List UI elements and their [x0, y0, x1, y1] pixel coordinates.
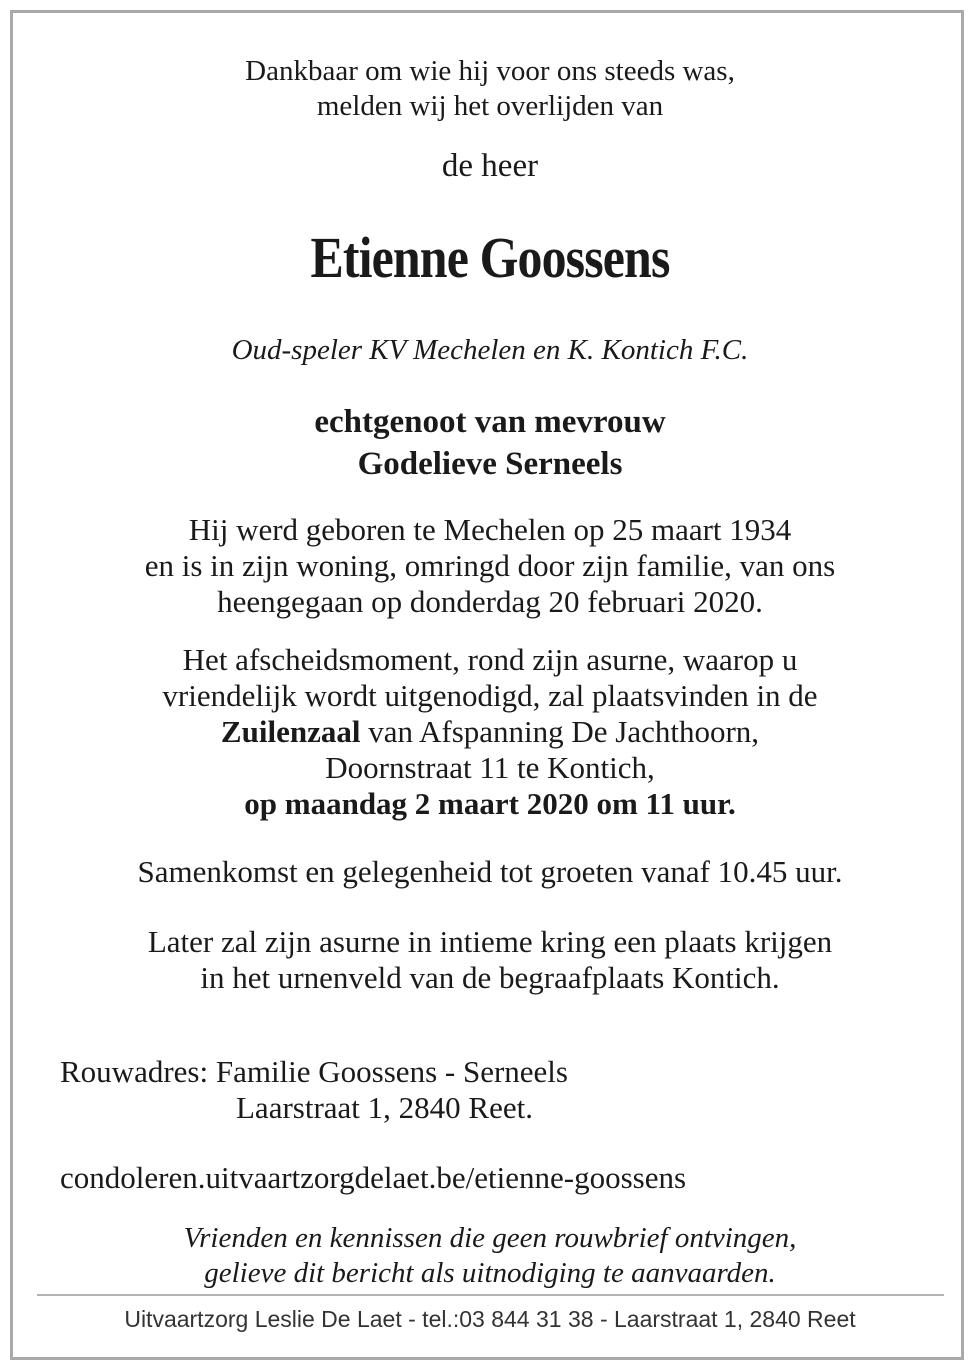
birth-line-2: en is in zijn woning, omringd door zijn familie, van ons: [144, 548, 836, 583]
subtitle: Oud-speler KV Mechelen en K. Kontich F.C.: [231, 334, 749, 366]
condolence-link[interactable]: condoleren.uitvaartzorgdelaet.be/etienne-goossens: [60, 1160, 687, 1195]
birth-line-1: Hij werd geboren te Mechelen op 25 maart 1934: [188, 512, 792, 547]
deceased-name: Etienne Goossens: [310, 225, 670, 290]
mourning-address-line-2: Laarstraat 1, 2840 Reet.: [236, 1090, 533, 1125]
intro-line-1: Dankbaar om wie hij voor ons steeds was,: [245, 55, 735, 87]
ceremony-venue: [0, 714, 980, 750]
spouse-line-1: echtgenoot van mevrouw: [314, 404, 666, 440]
burial-line-1: Later zal zijn asurne in intieme kring een plaats krijgen: [147, 924, 833, 959]
venue-rest: van Afspanning De Jachthoorn,: [360, 714, 760, 749]
birth-line-3: heengegaan op donderdag 20 februari 2020.: [217, 584, 763, 619]
footer-divider: [37, 1294, 944, 1296]
venue-name: Zuilenzaal: [220, 714, 361, 749]
intro-line-2: melden wij het overlijden van: [316, 90, 664, 122]
spouse-line-2: Godelieve Serneels: [357, 446, 623, 482]
ceremony-address: Doornstraat 11 te Kontich,: [325, 750, 655, 785]
ceremony-line-2: vriendelijk wordt uitgenodigd, zal plaatsvinden in de: [162, 678, 818, 713]
notice-line-2: gelieve dit bericht als uitnodiging te aanvaarden.: [204, 1257, 776, 1289]
gathering-info: Samenkomst en gelegenheid tot groeten vanaf 10.45 uur.: [137, 854, 843, 889]
title-prefix: de heer: [441, 148, 539, 184]
ceremony-line-1: Het afscheidsmoment, rond zijn asurne, waarop u: [182, 642, 798, 677]
ceremony-datetime: op maandag 2 maart 2020 om 11 uur.: [244, 786, 736, 821]
mourning-address-line-1: Rouwadres: Familie Goossens - Serneels: [60, 1054, 568, 1089]
funeral-home-footer: Uitvaartzorg Leslie De Laet - tel.:03 844 31 38 - Laarstraat 1, 2840 Reet: [124, 1306, 856, 1332]
notice-line-1: Vrienden en kennissen die geen rouwbrief ontvingen,: [183, 1222, 797, 1254]
burial-line-2: in het urnenveld van de begraafplaats Kontich.: [200, 960, 780, 995]
